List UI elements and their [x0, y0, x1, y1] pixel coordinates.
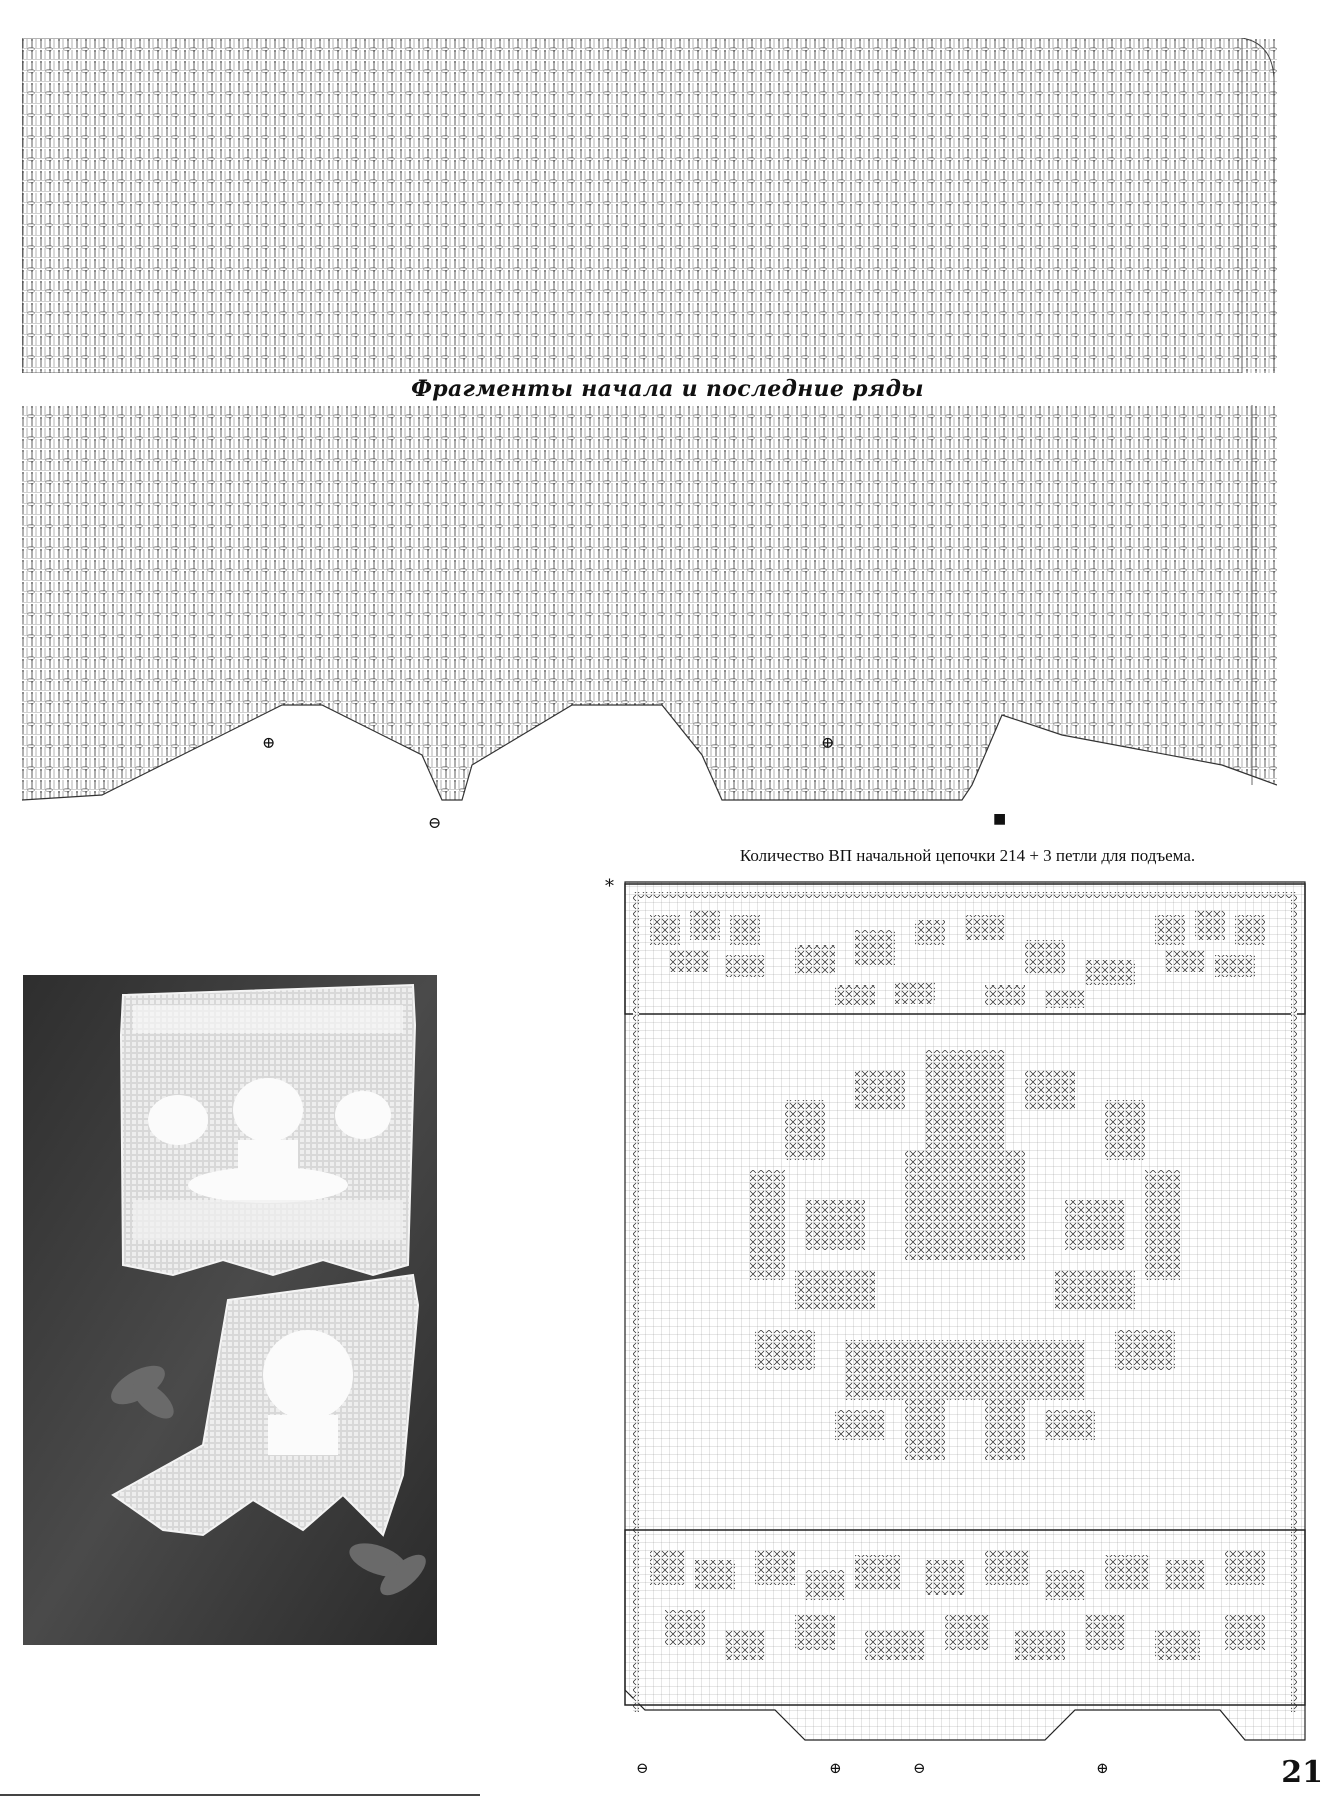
square-marker: ■ — [993, 811, 1007, 827]
fragments-heading: Фрагменты начала и последние ряды — [411, 376, 924, 402]
starting-chain-caption: Количество ВП начальной цепочки 214 + 3 петли для подъема. — [739, 846, 1196, 865]
minus-marker: ⊖ — [636, 1759, 649, 1777]
minus-marker: ⊖ — [428, 813, 442, 832]
finished-lace-photo — [23, 975, 437, 1645]
start-star-marker: * — [605, 876, 614, 897]
filet-pattern-grid-chart — [605, 870, 1325, 1770]
minus-marker: ⊖ — [913, 1759, 926, 1777]
filet-stitch-chart-lower-fragment — [22, 405, 1277, 835]
plus-marker: ⊕ — [1096, 1759, 1109, 1777]
page-number: 21 — [1281, 1755, 1323, 1790]
plus-marker: ⊕ — [262, 733, 276, 752]
plus-marker: ⊕ — [829, 1759, 842, 1777]
bottom-rule — [0, 1794, 480, 1796]
filet-stitch-chart-upper-fragment — [22, 38, 1277, 373]
plus-marker: ⊕ — [821, 733, 835, 752]
